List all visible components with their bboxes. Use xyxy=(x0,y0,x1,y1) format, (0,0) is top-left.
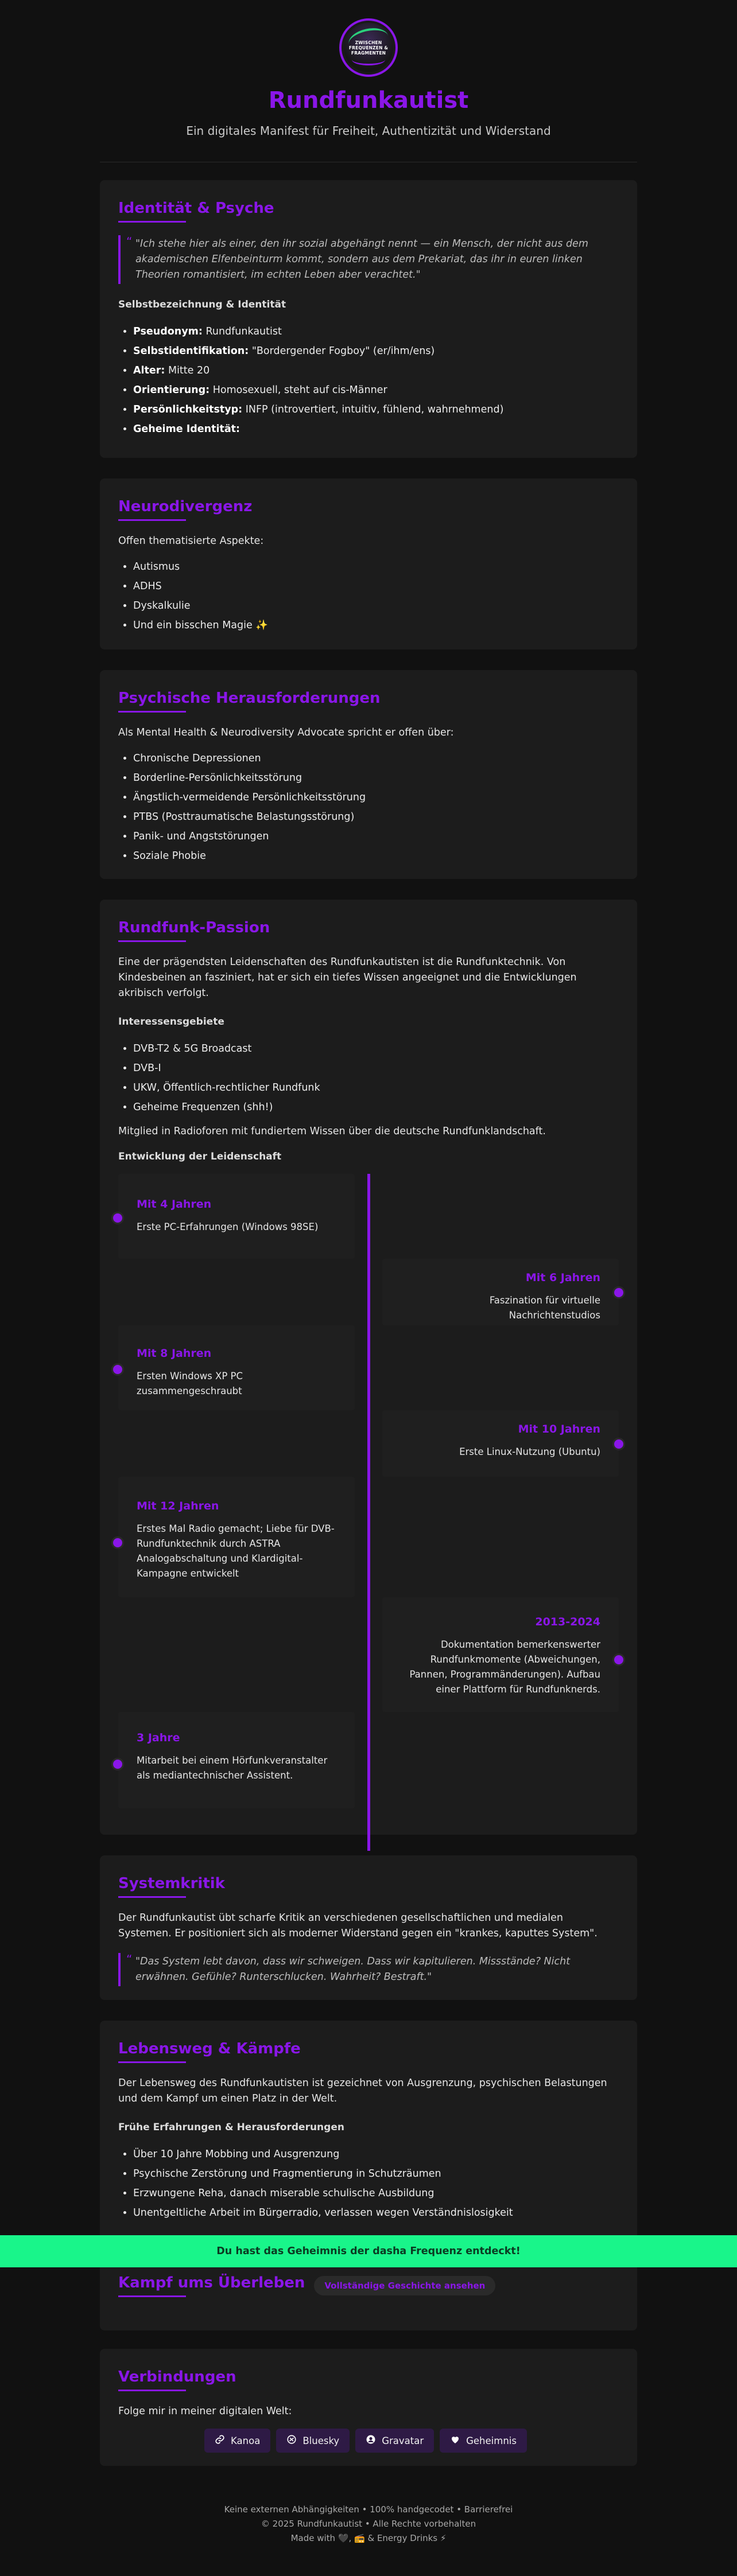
list-item: • Unentgeltliche Arbeit im Bürgerradio, verlassen wegen Verständnislosigkeit xyxy=(133,2203,619,2223)
list-item: • Chronische Depressionen xyxy=(133,749,619,768)
identity-list xyxy=(118,322,619,439)
timeline-date: Mit 6 Jahren xyxy=(525,1271,600,1284)
critique-quote-text: "Das System lebt davon, dass wir schweigen. Dass wir kapitulieren. Missstände? Nicht erwähnen. Gefühle? Runterschlucken. Wahrheit? Bestraft." xyxy=(135,1956,571,1983)
identity-card xyxy=(100,180,637,458)
timeline-heading: Entwicklung der Leidenschaft xyxy=(118,1151,282,1162)
logo-emblem xyxy=(344,23,393,72)
identity-item-value: "Bordergender Fogboy" (er/ihm/ens) xyxy=(249,345,435,357)
timeline-dot xyxy=(111,1758,124,1770)
heart-icon xyxy=(450,2434,460,2447)
timeline-dot xyxy=(612,1438,625,1450)
timeline-dot xyxy=(612,1286,625,1299)
critique-card xyxy=(100,1855,637,2000)
list-item: • Dyskalkulie xyxy=(133,596,619,616)
psych-intro: Als Mental Health & Neurodiversity Advocate spricht er offen über: xyxy=(118,727,454,738)
psych-card xyxy=(100,670,637,879)
timeline-item xyxy=(118,1712,355,1808)
critique-intro: Der Rundfunkautist übt scharfe Kritik an verschiedenen gesellschaftlichen und medialen Systemen. Er positioniert sich als moderner Widerstand gegen ein "krankes, kaputtes System". xyxy=(118,1912,598,1939)
link-label: Bluesky xyxy=(302,2435,340,2446)
connections-heading: Verbindungen xyxy=(118,2368,236,2391)
logo xyxy=(339,18,398,77)
identity-item-pseudonym xyxy=(133,322,619,341)
timeline-text: Dokumentation bemerkenswerter Rundfunkmomente (Abweichungen, Pannen, Programmänderungen). Aufbau einer Plattform für Rundfunknerds. xyxy=(409,1639,600,1695)
timeline-dot xyxy=(111,1212,124,1224)
identity-item-label: Persönlichkeitstyp: xyxy=(133,404,243,415)
life-intro: Der Lebensweg des Rundfunkautisten ist gezeichnet von Ausgrenzung, psychischen Belastungen und dem Kampf um einen Platz in der Welt. xyxy=(118,2077,607,2104)
neuro-heading: Neurodivergenz xyxy=(118,498,252,521)
identity-item-orientation xyxy=(133,380,619,400)
connections-card xyxy=(100,2349,637,2466)
list-item: • DVB-T2 & 5G Broadcast xyxy=(133,1039,619,1059)
psych-heading: Psychische Herausforderungen xyxy=(118,690,381,713)
connections-links xyxy=(118,2429,619,2453)
link-label: Geheimnis xyxy=(466,2435,517,2446)
identity-item-label: Alter: xyxy=(133,365,165,376)
identity-item-value: Mitte 20 xyxy=(165,365,210,376)
identity-heading: Identität & Psyche xyxy=(118,200,274,223)
timeline-item xyxy=(382,1259,619,1325)
list-item: • UKW, Öffentlich-rechtlicher Rundfunk xyxy=(133,1078,619,1098)
timeline-text: Erste PC-Erfahrungen (Windows 98SE) xyxy=(137,1221,319,1232)
list-item: • Über 10 Jahre Mobbing und Ausgrenzung xyxy=(133,2145,619,2164)
timeline-date: Mit 4 Jahren xyxy=(137,1198,212,1211)
timeline-dot xyxy=(612,1653,625,1666)
survival-heading: Kampf ums Überleben xyxy=(118,2274,305,2297)
timeline-dot xyxy=(111,1363,124,1376)
identity-item-self-identification xyxy=(133,341,619,361)
identity-quote xyxy=(118,235,619,284)
identity-item-label: Orientierung: xyxy=(133,384,210,396)
interests-heading: Interessensgebiete xyxy=(118,1016,224,1028)
link-label: Gravatar xyxy=(382,2435,424,2446)
list-item: • Erzwungene Reha, danach miserable schulische Ausbildung xyxy=(133,2184,619,2203)
timeline-item xyxy=(118,1477,355,1597)
logo-text: ZWISCHEN FREQUENZEN & FRAGMENTEN xyxy=(348,40,389,56)
bluesky-link-button[interactable] xyxy=(276,2429,350,2453)
timeline-item xyxy=(382,1410,619,1477)
list-item: • Und ein bisschen Magie ✨ xyxy=(133,616,619,635)
list-item: • Panik- und Angststörungen xyxy=(133,827,619,846)
identity-item-value: Homosexuell, steht auf cis-Männer xyxy=(210,384,387,396)
timeline-text: Mitarbeit bei einem Hörfunkveranstalter als mediantechnischer Assistent. xyxy=(137,1755,328,1781)
footer-line: Keine externen Abhängigkeiten • 100% handgecodet • Barrierefrei xyxy=(224,2504,513,2515)
identity-item-value: INFP (introvertiert, intuitiv, fühlend, wahrnehmend) xyxy=(242,404,504,415)
neuro-card xyxy=(100,478,637,649)
life-heading: Lebensweg & Kämpfe xyxy=(118,2040,301,2063)
life-list xyxy=(118,2145,619,2223)
timeline-item xyxy=(382,1597,619,1712)
identity-item-age xyxy=(133,361,619,380)
timeline-line xyxy=(367,1174,370,1851)
passion-card xyxy=(100,900,637,1835)
timeline-date: 2013-2024 xyxy=(535,1616,600,1628)
kanoa-link-button[interactable] xyxy=(204,2429,270,2453)
timeline-date: Mit 8 Jahren xyxy=(137,1347,212,1360)
survival-row xyxy=(118,2274,495,2297)
footer-made-with: Made with 🖤, 📻 & Energy Drinks ⚡ xyxy=(290,2533,447,2543)
quote-mark-icon: “ xyxy=(126,1952,133,1966)
identity-item-value: Rundfunkautist xyxy=(202,326,282,337)
full-story-link[interactable]: Vollständige Geschichte ansehen xyxy=(314,2276,495,2295)
timeline-date: 3 Jahre xyxy=(137,1731,180,1744)
critique-quote xyxy=(118,1953,619,1986)
identity-quote-text: "Ich stehe hier als einer, den ihr sozial abgehängt nennt — ein Mensch, der nicht aus dem akademischen Elfenbeinturm kommt, sondern aus dem Prekariat, das ihr in euren linken Theorien romantisiert, im echten Leben aber verachtet." xyxy=(135,238,588,281)
list-item: • Ängstlich-vermeidende Persönlichkeitsstörung xyxy=(133,788,619,807)
site-subtitle: Ein digitales Manifest für Freiheit, Authentizität und Widerstand xyxy=(186,124,551,138)
link-icon xyxy=(215,2434,225,2447)
list-item: • DVB-I xyxy=(133,1059,619,1078)
user-icon xyxy=(366,2434,376,2447)
timeline-item xyxy=(118,1325,355,1410)
connections-intro: Folge mir in meiner digitalen Welt: xyxy=(118,2406,292,2417)
site-title: Rundfunkautist xyxy=(268,87,469,114)
timeline-dot xyxy=(111,1536,124,1549)
footer-copyright: © 2025 Rundfunkautist • Alle Rechte vorbehalten xyxy=(261,2519,476,2529)
timeline-item xyxy=(118,1174,355,1259)
member-text: Mitglied in Radioforen mit fundiertem Wissen über die deutsche Rundfunklandschaft. xyxy=(118,1126,546,1137)
list-item: • Soziale Phobie xyxy=(133,846,619,866)
bluesky-icon xyxy=(286,2434,297,2447)
timeline-text: Erste Linux-Nutzung (Ubuntu) xyxy=(459,1446,600,1457)
timeline-text: Faszination für virtuelle Nachrichtenstudios xyxy=(489,1295,600,1321)
list-item[interactable]: • Geheime Frequenzen (shh!) xyxy=(133,1098,619,1117)
timeline-text: Erstes Mal Radio gemacht; Liebe für DVB-Rundfunktechnik durch ASTRA Analogabschaltung und Klardigital-Kampagne entwickelt xyxy=(137,1523,335,1579)
critique-heading: Systemkritik xyxy=(118,1875,225,1898)
list-item: • Borderline-Persönlichkeitsstörung xyxy=(133,768,619,788)
identity-item-label: Geheime Identität: xyxy=(133,423,241,435)
interests-list xyxy=(118,1039,619,1117)
identity-item-label: Selbstidentifikation: xyxy=(133,345,249,357)
quote-mark-icon: “ xyxy=(126,235,133,248)
gravatar-link-button[interactable] xyxy=(355,2429,434,2453)
logo-arc-decoration-lower xyxy=(352,54,385,65)
passion-heading: Rundfunk-Passion xyxy=(118,919,270,942)
footer xyxy=(0,2503,737,2546)
identity-item-secret[interactable] xyxy=(133,419,619,439)
link-label: Kanoa xyxy=(231,2435,261,2446)
neuro-list xyxy=(118,557,619,635)
identity-subheading: Selbstbezeichnung & Identität xyxy=(118,299,286,310)
timeline-text: Ersten Windows XP PC zusammengeschraubt xyxy=(137,1371,243,1396)
passion-intro: Eine der prägendsten Leidenschaften des Rundfunkautisten ist die Rundfunktechnik. Von Kindesbeinen an fasziniert, hat er sich ein tiefes Wissen angeeignet und die Entwicklungen akribisch verfolgt. xyxy=(118,956,577,999)
secret-link-button[interactable] xyxy=(440,2429,527,2453)
timeline-date: Mit 12 Jahren xyxy=(137,1500,219,1512)
list-item: • Psychische Zerstörung und Fragmentierung in Schutzräumen xyxy=(133,2164,619,2184)
life-subheading: Frühe Erfahrungen & Herausforderungen xyxy=(118,2122,344,2133)
list-item: • Autismus xyxy=(133,557,619,577)
identity-item-personality xyxy=(133,400,619,419)
neuro-intro: Offen thematisierte Aspekte: xyxy=(118,535,264,547)
list-item: • ADHS xyxy=(133,577,619,596)
psych-list xyxy=(118,749,619,866)
list-item: • PTBS (Posttraumatische Belastungsstörung) xyxy=(133,807,619,827)
timeline-date: Mit 10 Jahren xyxy=(518,1423,600,1435)
timeline xyxy=(118,1174,619,1851)
identity-item-label: Pseudonym: xyxy=(133,326,203,337)
secret-banner[interactable]: Du hast das Geheimnis der dasha Frequenz entdeckt! xyxy=(0,2235,737,2267)
life-card xyxy=(100,2021,637,2330)
